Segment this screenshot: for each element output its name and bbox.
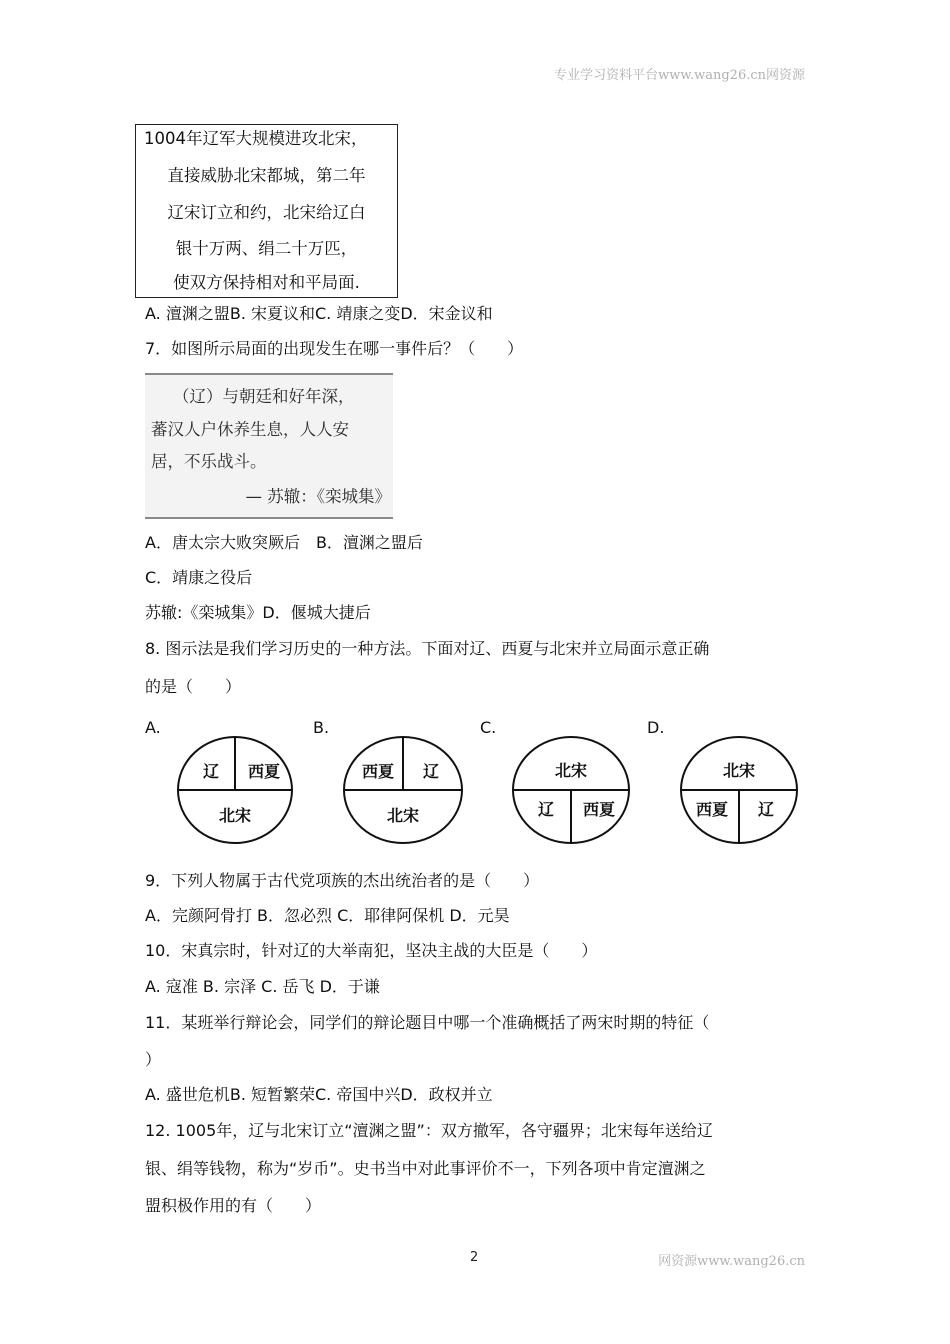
q6-box-line-4: 银十万两、绢二十万匹， xyxy=(175,239,358,258)
q9-options: A．完颜阿骨打 B．忽必烈 C．耶律阿保机 D．元昊 xyxy=(145,906,510,925)
q11-question-line-1: 11．某班举行辩论会，同学们的辩论题目中哪一个准确概括了两宋时期的特征（ xyxy=(145,1013,710,1032)
page-number: 2 xyxy=(470,1250,479,1265)
q6-box-line-3: 辽宋订立和约，北宋给辽白 xyxy=(167,203,366,222)
q6-options: A. 澶渊之盟B. 宋夏议和C. 靖康之变D．宋金议和 xyxy=(145,304,493,323)
q8-pie-a-tr: 西夏 xyxy=(247,762,281,781)
q11-options: A. 盛世危机B. 短暂繁荣C. 帝国中兴D．政权并立 xyxy=(145,1085,493,1104)
q8-pie-a xyxy=(175,733,297,848)
q7-quote-line-1: （辽）与朝廷和好年深， xyxy=(173,387,355,406)
q8-option-c-label: C. xyxy=(480,718,497,737)
q8-option-d-label: D. xyxy=(647,718,665,737)
q6-box-line-1: 1004年辽军大规模进攻北宋， xyxy=(144,129,368,148)
q12-line-1: 12. 1005年，辽与北宋订立“澶渊之盟”：双方撤军，各守疆界；北宋每年送给辽 xyxy=(145,1121,713,1140)
q8-pie-b xyxy=(340,733,466,848)
q8-option-a-label: A. xyxy=(145,718,161,737)
q8-pie-d xyxy=(678,733,802,848)
q8-question-line-1: 8. 图示法是我们学习历史的一种方法。下面对辽、西夏与北宋并立局面示意正确 xyxy=(145,639,710,658)
q8-pie-a-bottom: 北宋 xyxy=(218,806,252,825)
q10-options: A. 寇准 B. 宗泽 C. 岳飞 D．于谦 xyxy=(145,977,380,996)
q9-question: 9．下列人物属于古代党项族的杰出统治者的是（ ） xyxy=(145,871,540,890)
q7-quote-line-2: 蕃汉人户休养生息，人人安 xyxy=(151,420,349,439)
q8-pie-c-bl: 辽 xyxy=(537,800,555,819)
q8-pie-a-tl: 辽 xyxy=(202,762,220,781)
q8-pie-c-br: 西夏 xyxy=(582,800,616,819)
q8-pie-b-tl: 西夏 xyxy=(361,762,395,781)
q6-box-line-5: 使双方保持相对和平局面. xyxy=(173,273,360,292)
q7-options-1: A．唐太宗大败突厥后 B．澶渊之盟后 xyxy=(145,533,423,552)
q7-quote-source: — 苏辙：《栾城集》 xyxy=(245,487,391,506)
q7-question: 7．如图所示局面的出现发生在哪一事件后？（ ） xyxy=(145,339,524,358)
q6-box-line-2: 直接威胁北宋都城，第二年 xyxy=(167,166,366,185)
q7-options-3: 苏辙:《栾城集》D．偃城大捷后 xyxy=(145,603,371,622)
q8-question-line-2: 的是（ ） xyxy=(145,677,242,696)
q7-quote-line-3: 居，不乐战斗。 xyxy=(151,452,267,471)
q8-pie-c xyxy=(510,733,634,848)
q12-line-2: 银、绢等钱物，称为“岁币”。史书当中对此事评价不一，下列各项中肯定澶渊之 xyxy=(145,1159,706,1178)
q8-pie-b-bottom: 北宋 xyxy=(386,806,420,825)
q12-line-3: 盟积极作用的有（ ） xyxy=(145,1196,322,1215)
q8-pie-b-tr: 辽 xyxy=(422,762,440,781)
q8-pie-d-top: 北宋 xyxy=(722,761,756,780)
header-watermark: 专业学习资料平台www.wang26.cn网资源 xyxy=(554,68,805,83)
q8-pie-c-top: 北宋 xyxy=(554,761,588,780)
q8-option-b-label: B. xyxy=(313,718,330,737)
q7-options-2: C．靖康之役后 xyxy=(145,568,253,587)
footer-watermark: 网资源www.wang26.cn xyxy=(658,1254,805,1269)
q7-quote-image xyxy=(145,373,393,519)
q10-question: 10．宋真宗时，针对辽的大举南犯，坚决主战的大臣是（ ） xyxy=(145,941,598,960)
q8-pie-d-bl: 西夏 xyxy=(695,800,729,819)
q11-question-line-2: ） xyxy=(145,1050,162,1069)
q6-text-box xyxy=(135,124,398,298)
q8-pie-d-br: 辽 xyxy=(757,800,775,819)
